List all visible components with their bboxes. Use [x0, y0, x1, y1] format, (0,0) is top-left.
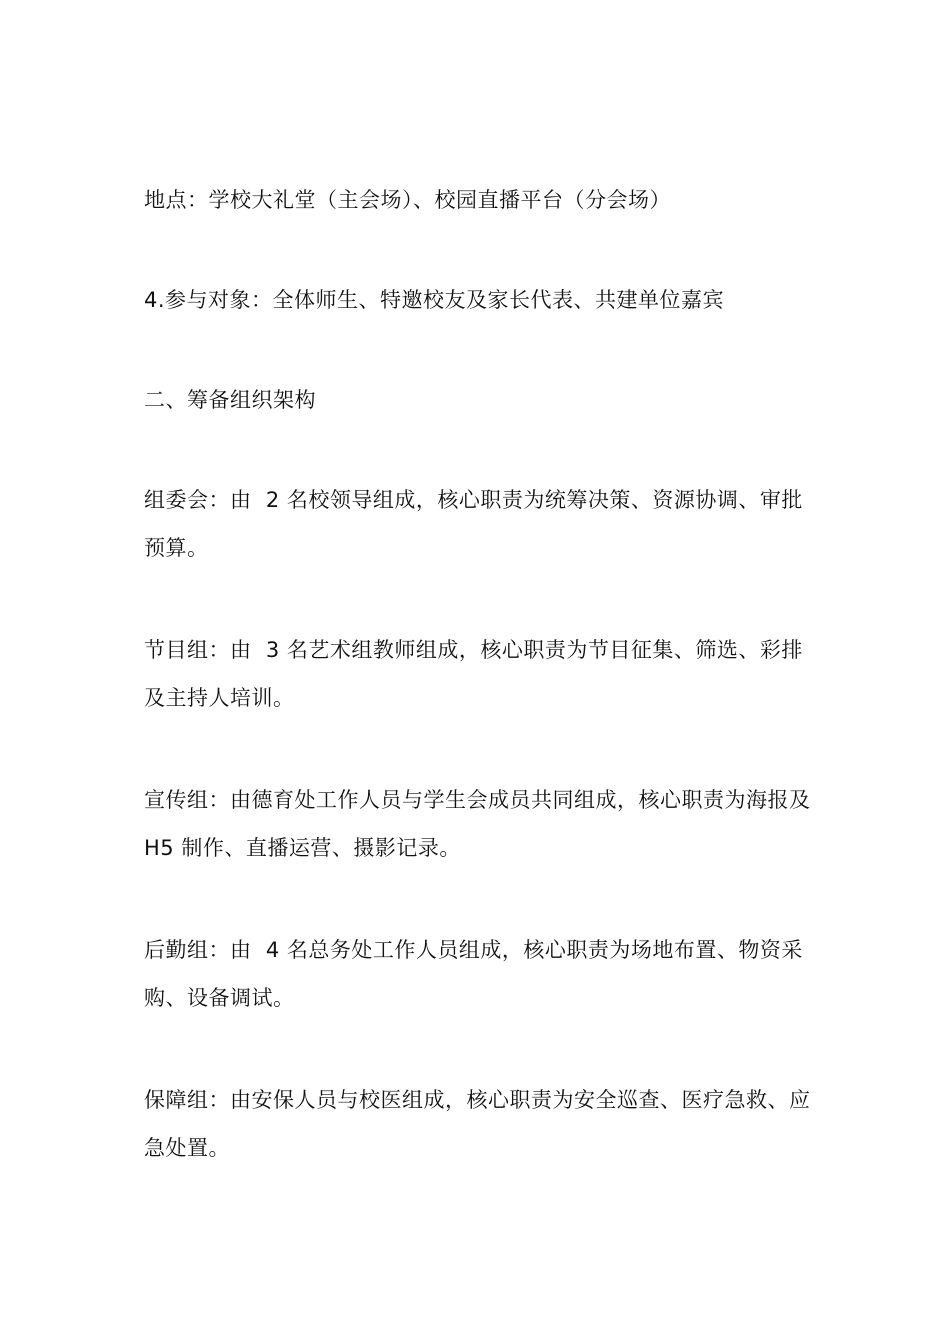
committee-paragraph: 组委会：由 2 名校领导组成，核心职责为统筹决策、资源协调、审批预算。: [144, 488, 803, 560]
venue-paragraph: 地点：学校大礼堂（主会场）、校园直播平台（分会场）: [144, 188, 671, 212]
program-group-paragraph: 节目组：由 3 名艺术组教师组成，核心职责为节目征集、筛选、彩排及主持人培训。: [144, 638, 803, 710]
section-heading: 二、筹备组织架构: [144, 388, 316, 412]
support-group-paragraph: 保障组：由安保人员与校医组成，核心职责为安全巡查、医疗急救、应急处置。: [144, 1088, 811, 1160]
participants-paragraph: 4.参与对象：全体师生、特邀校友及家长代表、共建单位嘉宾: [144, 288, 725, 312]
logistics-group-paragraph: 后勤组：由 4 名总务处工作人员组成，核心职责为场地布置、物资采购、设备调试。: [144, 938, 803, 1010]
publicity-group-paragraph: 宣传组：由德育处工作人员与学生会成员共同组成，核心职责为海报及 H5 制作、直播运营、摄影记录。: [144, 788, 825, 860]
